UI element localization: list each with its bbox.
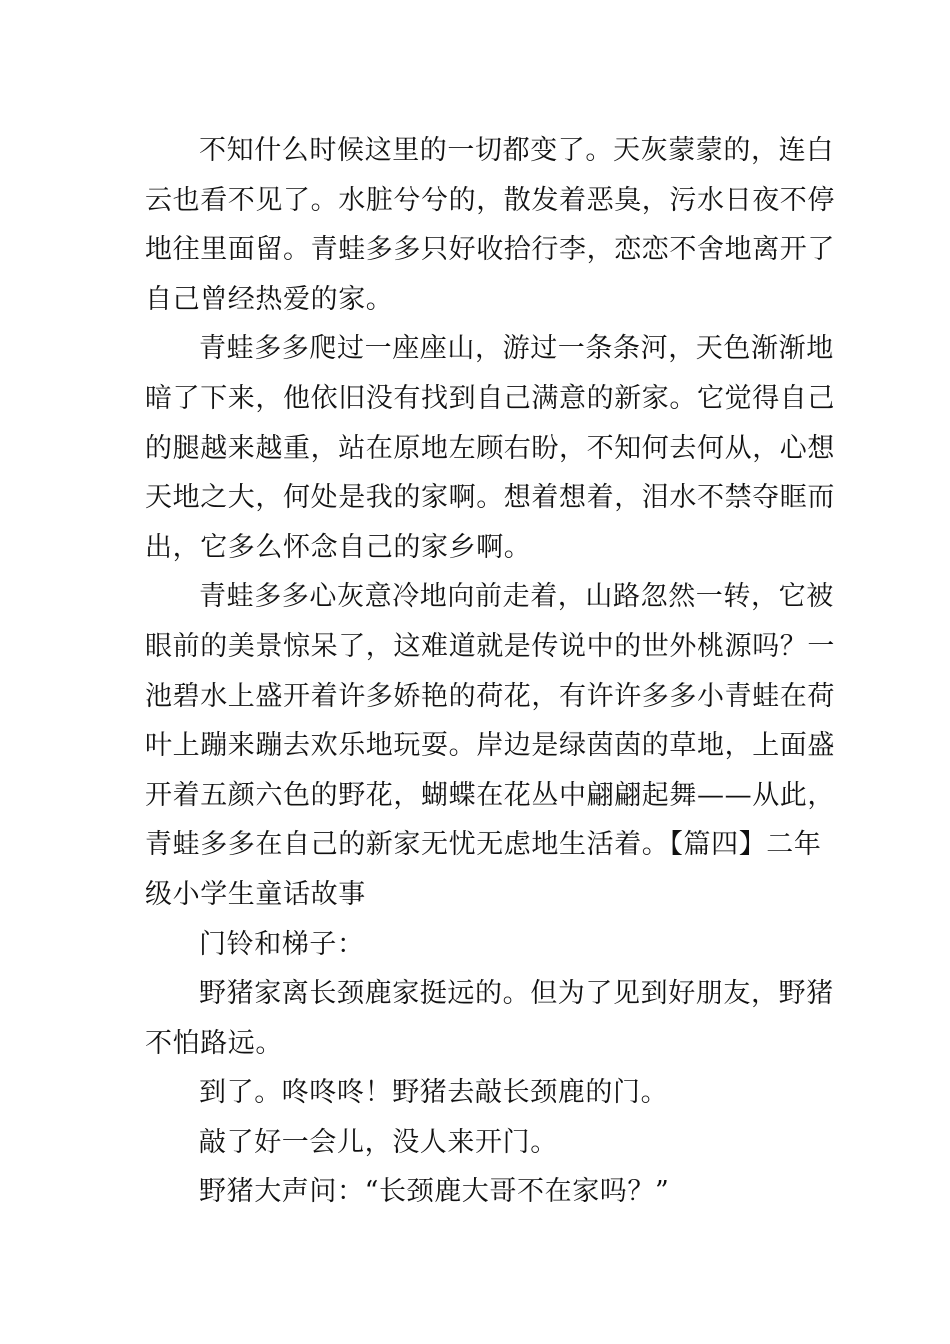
paragraph-line: 开着五颜六色的野花，蝴蝶在花丛中翩翩起舞——从此， (145, 779, 835, 811)
paragraph-line: 青蛙多多心灰意冷地向前走着，山路忽然一转，它被 (199, 581, 834, 613)
paragraph-line: 到了。咚咚咚！野猪去敲长颈鹿的门。 (199, 1077, 669, 1109)
paragraph-line: 不知什么时候这里的一切都变了。天灰蒙蒙的，连白 (199, 135, 834, 166)
paragraph-line: 天地之大，何处是我的家啊。想着想着，泪水不禁夺眶而 (145, 482, 835, 514)
paragraph-line: 暗了下来，他依旧没有找到自己满意的新家。它觉得自己 (145, 382, 835, 414)
paragraph-line: 地往里面留。青蛙多多只好收拾行李，恋恋不舍地离开了 (145, 234, 835, 266)
section-title: 门铃和梯子： (199, 928, 365, 960)
paragraph-line: 的腿越来越重，站在原地左顾右盼，不知何去何从，心想 (145, 432, 835, 464)
paragraph-line: 池碧水上盛开着许多娇艳的荷花，有许许多多小青蛙在荷 (145, 680, 835, 712)
paragraph-line: 青蛙多多在自己的新家无忧无虑地生活着。【篇四】二年 (145, 829, 822, 861)
paragraph-line: 出，它多么怀念自己的家乡啊。 (145, 531, 532, 563)
paragraph-line: 敲了好一会儿，没人来开门。 (199, 1126, 558, 1158)
document-body (145, 126, 835, 1217)
paragraph-line: 不怕路远。 (145, 1027, 283, 1059)
paragraph-line: 级小学生童话故事 (145, 878, 366, 910)
paragraph-line: 叶上蹦来蹦去欢乐地玩耍。岸边是绿茵茵的草地，上面盛 (145, 730, 835, 762)
paragraph-line: 云也看不见了。水脏兮兮的，散发着恶臭，污水日夜不停 (145, 184, 835, 216)
paragraph-line: 青蛙多多爬过一座座山，游过一条条河，天色渐渐地 (199, 333, 834, 365)
paragraph-line: 野猪大声问：“长颈鹿大哥不在家吗？” (199, 1176, 670, 1208)
paragraph-line: 自己曾经热爱的家。 (145, 283, 394, 315)
paragraph-line: 野猪家离长颈鹿家挺远的。但为了见到好朋友，野猪 (199, 978, 834, 1010)
paragraph-line: 眼前的美景惊呆了，这难道就是传说中的世外桃源吗？一 (145, 630, 835, 662)
